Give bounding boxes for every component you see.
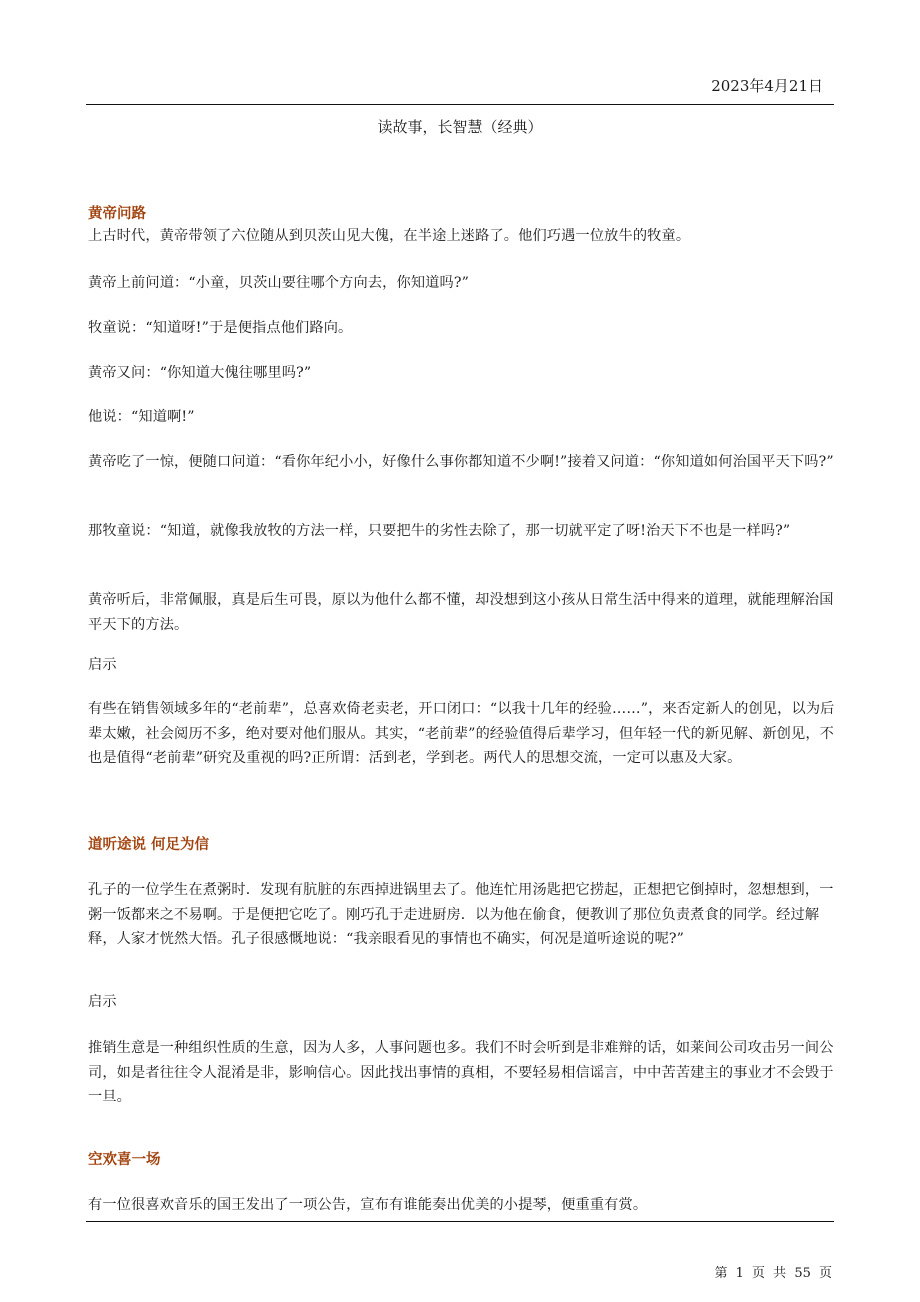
paragraph: 黄帝听后，非常佩服，真是后生可畏，原以为他什么都不懂，却没想到这小孩从日常生活中得来的道理，就能理解治国平天下的方法。 — [88, 592, 834, 633]
header-date: 2023年4月21日 — [711, 77, 823, 95]
header-rule — [86, 104, 834, 105]
paragraph: 牧童说：“知道呀!”于是便指点他们路向。 — [88, 320, 353, 336]
section-heading: 道听途说 何足为信 — [88, 837, 210, 853]
paragraph: 那牧童说：“知道，就像我放牧的方法一样，只要把牛的劣性去除了，那一切就平定了呀!治天下不也是一样吗?” — [88, 523, 791, 539]
paragraph: 有些在销售领域多年的“老前辈”，总喜欢倚老卖老，开口闭口：“以我十几年的经验……”，来否定新人的创见，以为后辈太嫩，社会阅历不多，绝对要对他们服从。其实，“老前辈”的经验值得后辈学习，但年轻一代的新见解、新创见，不也是值得“老前辈”研究及重视的吗?正所谓：活到老，学到老。两代人的思想交流，一定可以惠及大家。 — [88, 701, 835, 766]
insight-label: 启示 — [88, 994, 117, 1010]
section-heading: 空欢喜一场 — [88, 1152, 161, 1168]
paragraph: 黄帝吃了一惊，便随口问道：“看你年纪小小，好像什么事你都知道不少啊!”接着又问道：“你知道如何治国平天下吗?” — [88, 454, 834, 470]
paragraph: 推销生意是一种组织性质的生意，因为人多，人事问题也多。我们不时会听到是非难辩的话，如莱间公司攻击另一间公司，如是者往往令人混淆是非，影响信心。因此找出事情的真相，不要轻易相信谣言，中中苦苦建主的事业才不会毁于一旦。 — [88, 1040, 834, 1105]
paragraph: 他说：“知道啊!” — [88, 409, 195, 425]
footer-rule — [86, 1221, 834, 1222]
document-title: 读故事，长智慧（经典） — [377, 118, 543, 136]
paragraph: 上古时代，黄帝带领了六位随从到贝茨山见大傀，在半途上迷路了。他们巧遇一位放牛的牧童。 — [88, 228, 691, 244]
paragraph: 有一位很喜欢音乐的国王发出了一项公告，宣布有谁能奏出优美的小提琴，便重重有赏。 — [88, 1197, 648, 1213]
insight-label: 启示 — [88, 657, 117, 673]
paragraph: 孔子的一位学生在煮粥时．发现有肮脏的东西掉进锅里去了。他连忙用汤匙把它捞起，正想把它倒掉时，忽想想到，一粥一饭都来之不易啊。于是便把它吃了。刚巧孔于走进厨房．以为他在偷食，便教训了那位负责煮食的同学。经过解释，人家才恍然大悟。孔子很感慨地说：“我亲眼看见的事情也不确实，何况是道听途说的呢?” — [88, 882, 834, 947]
page-number: 第 1 页 共 55 页 — [714, 1266, 832, 1281]
paragraph: 黄帝上前问道：“小童，贝茨山要往哪个方向去，你知道吗?” — [88, 275, 470, 291]
section-heading: 黄帝问路 — [88, 206, 146, 222]
paragraph: 黄帝又问：“你知道大傀往哪里吗?” — [88, 365, 312, 381]
